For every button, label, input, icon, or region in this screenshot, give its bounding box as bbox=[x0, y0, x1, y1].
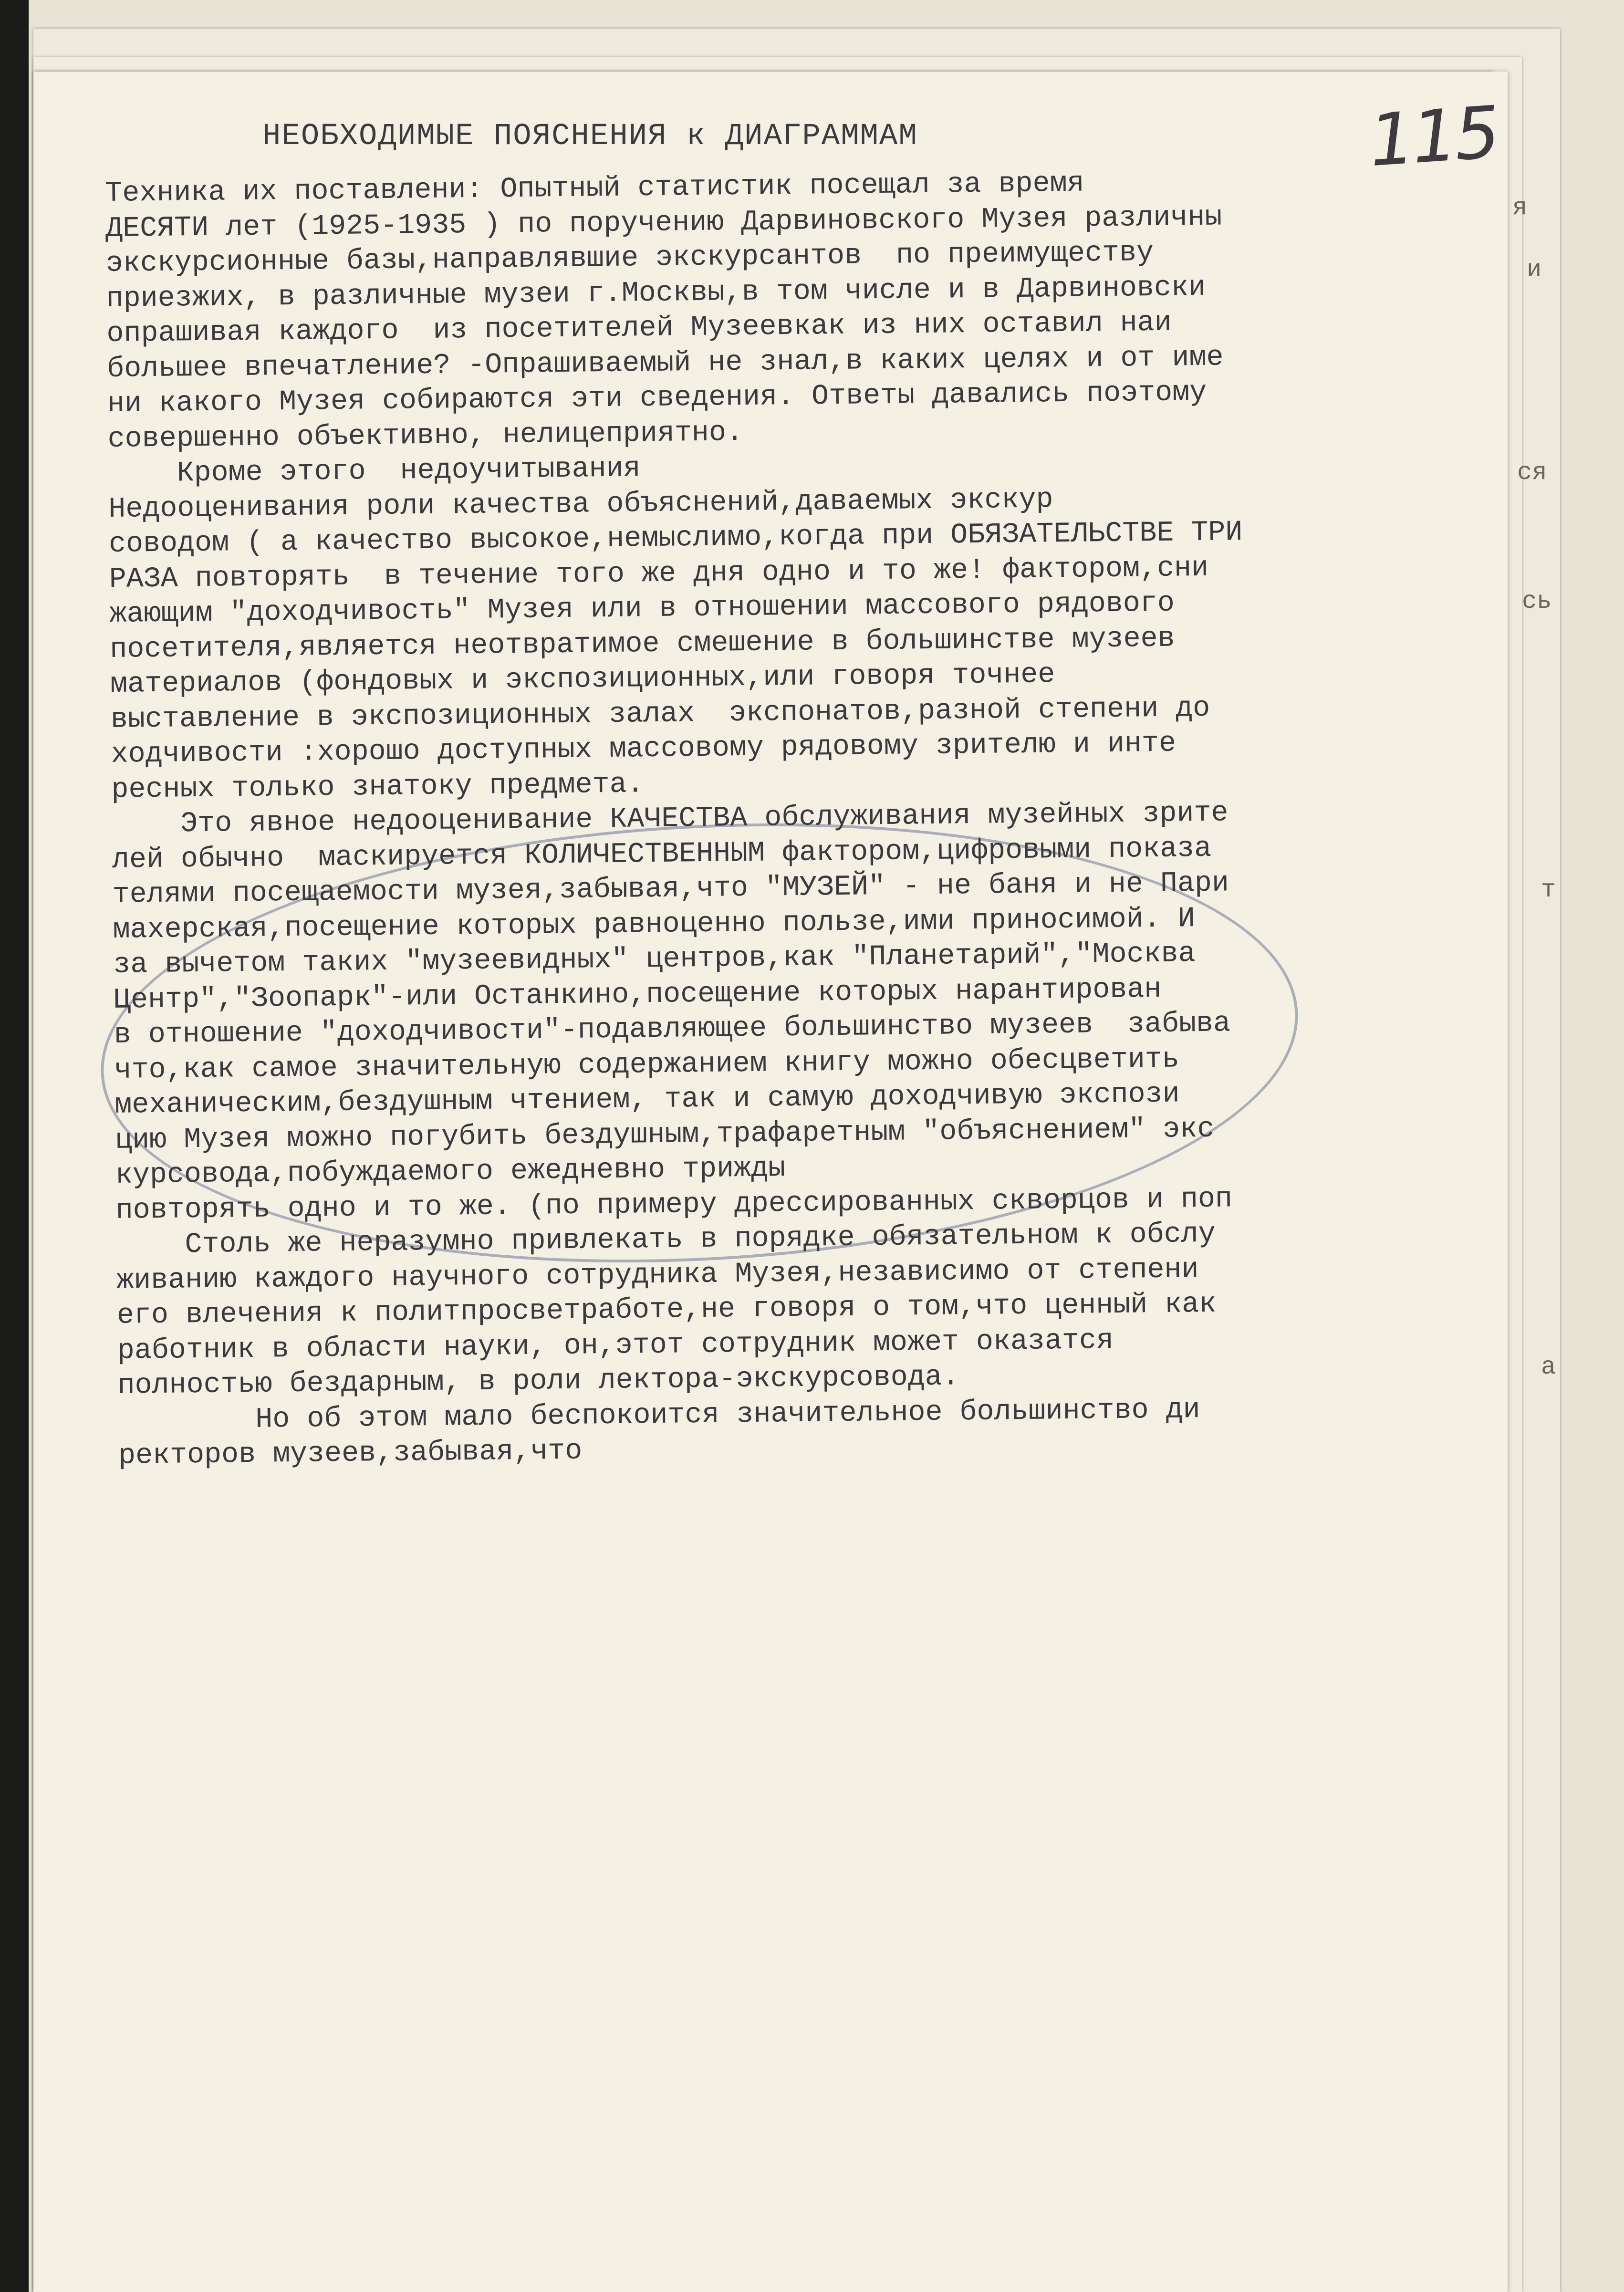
text-line: совершенно объективно, нелицеприятно. bbox=[107, 416, 744, 456]
document-body bbox=[105, 162, 1530, 1474]
text-line: механическим,бездушным чтением, так и самую доходчивую экспози bbox=[115, 1078, 1180, 1122]
text-line: повторять одно и то же. (по примеру дрессированных скворцов и поп bbox=[115, 1182, 1233, 1227]
text-line: его влечения к политпросветработе,не говоря о том,что ценный как bbox=[116, 1288, 1217, 1332]
page-number: 115 bbox=[1366, 91, 1500, 183]
text-line: телями посещаемости музея,забывая,что "МУЗЕЙ" - не баня и не Пари bbox=[112, 867, 1229, 911]
document-page bbox=[33, 72, 1508, 2292]
text-line: ни какого Музея собираются эти сведения. Ответы давались поэтому bbox=[107, 376, 1207, 420]
text-line: соводом ( а качество высокое,немыслимо,когда при ОБЯЗАТЕЛЬСТВЕ ТРИ bbox=[108, 516, 1243, 561]
text-line: Кроме этого недоучитывания bbox=[108, 452, 641, 490]
text-line: ректоров музеев,забывая,что bbox=[118, 1435, 583, 1472]
text-line: в отношение "доходчивости"-подавляющее большинство музеев забыва bbox=[114, 1007, 1231, 1052]
text-line: ходчивости :хорошо доступных массовому рядовому зрителю и инте bbox=[111, 727, 1176, 771]
text-line: посетителя,является неотвратимое смешение в большинстве музеев bbox=[110, 622, 1175, 666]
text-line: приезжих, в различные музеи г.Москвы,в том числе и в Дарвиновски bbox=[106, 271, 1206, 315]
text-line: махерская,посещение которых равноценно пользе,ими приносимой. И bbox=[113, 902, 1196, 947]
text-line: ДЕСЯТИ лет (1925-1935 ) по поручению Дарвиновского Музея различны bbox=[105, 200, 1222, 245]
text-line: лей обычно маскируется КОЛИЧЕСТВЕННЫМ фактором,цифровыми показа bbox=[112, 832, 1212, 876]
underlying-sheet-fragment: ся bbox=[1517, 458, 1547, 487]
text-line: цию Музея можно погубить бездушным,трафаретным "объяснением" экс bbox=[115, 1113, 1215, 1157]
text-line: выставление в экспозиционных залах экспонатов,разной степени до bbox=[110, 692, 1210, 736]
text-line: материалов (фондовых и экспозиционных,или говоря точнее bbox=[110, 658, 1055, 701]
text-line: Это явное недооценивание КАЧЕСТВА обслуживания музейных зрите bbox=[111, 797, 1228, 841]
text-line: живанию каждого научного сотрудника Музея,независимо от степени bbox=[116, 1253, 1199, 1297]
underlying-sheet-fragment: и bbox=[1527, 256, 1542, 284]
text-line: полностью бездарным, в роли лектора-экскурсовода. bbox=[117, 1361, 960, 1402]
text-line: курсовода,побуждаемого ежедневно трижды bbox=[115, 1152, 786, 1192]
text-line: за вычетом таких "музеевидных" центров,как "Планетарий","Москва bbox=[113, 938, 1196, 981]
text-line: Техника их поставлени: Опытный статистик посещал за время bbox=[105, 167, 1084, 210]
underlying-sheet-fragment: сь bbox=[1522, 587, 1552, 615]
document-title: НЕОБХОДИМЫЕ ПОЯСНЕНИЯ к ДИАГРАММАМ bbox=[262, 119, 918, 154]
text-line: большее впечатление? -Опрашиваемый не знал,в каких целях и от име bbox=[106, 341, 1224, 385]
text-line: что,как самое значительную содержанием книгу можно обесцветить bbox=[114, 1043, 1180, 1087]
text-line: Центр","Зоопарк"-или Останкино,посещение которых нарантирован bbox=[113, 973, 1162, 1017]
text-line: Но об этом мало беспокоится значительное большинство ди bbox=[117, 1393, 1200, 1438]
text-line: жающим "доходчивость" Музея или в отношении массового рядового bbox=[109, 587, 1175, 631]
text-line: Столь же неразумно привлекать в порядке обязательном к обслу bbox=[116, 1218, 1216, 1262]
underlying-sheet-fragment: а bbox=[1541, 1353, 1556, 1381]
text-line: экскурсионные базы,направлявшие экскурсантов по преимуществу bbox=[105, 236, 1154, 280]
text-line: работник в области науки, он,этот сотрудник может оказатся bbox=[117, 1324, 1114, 1367]
text-line: РАЗА повторять в течение того же дня одно и то же! фактором,сни bbox=[109, 552, 1209, 596]
text-line: ресных только знатоку предмета. bbox=[111, 768, 644, 806]
underlying-sheet-fragment: я bbox=[1512, 194, 1528, 222]
underlying-sheet-fragment: т bbox=[1541, 876, 1556, 904]
text-line: Недооценивания роли качества объяснений,даваемых экскур bbox=[108, 483, 1053, 526]
text-line: опрашивая каждого из посетителей Музеевкак из них оставил наи bbox=[106, 306, 1172, 350]
